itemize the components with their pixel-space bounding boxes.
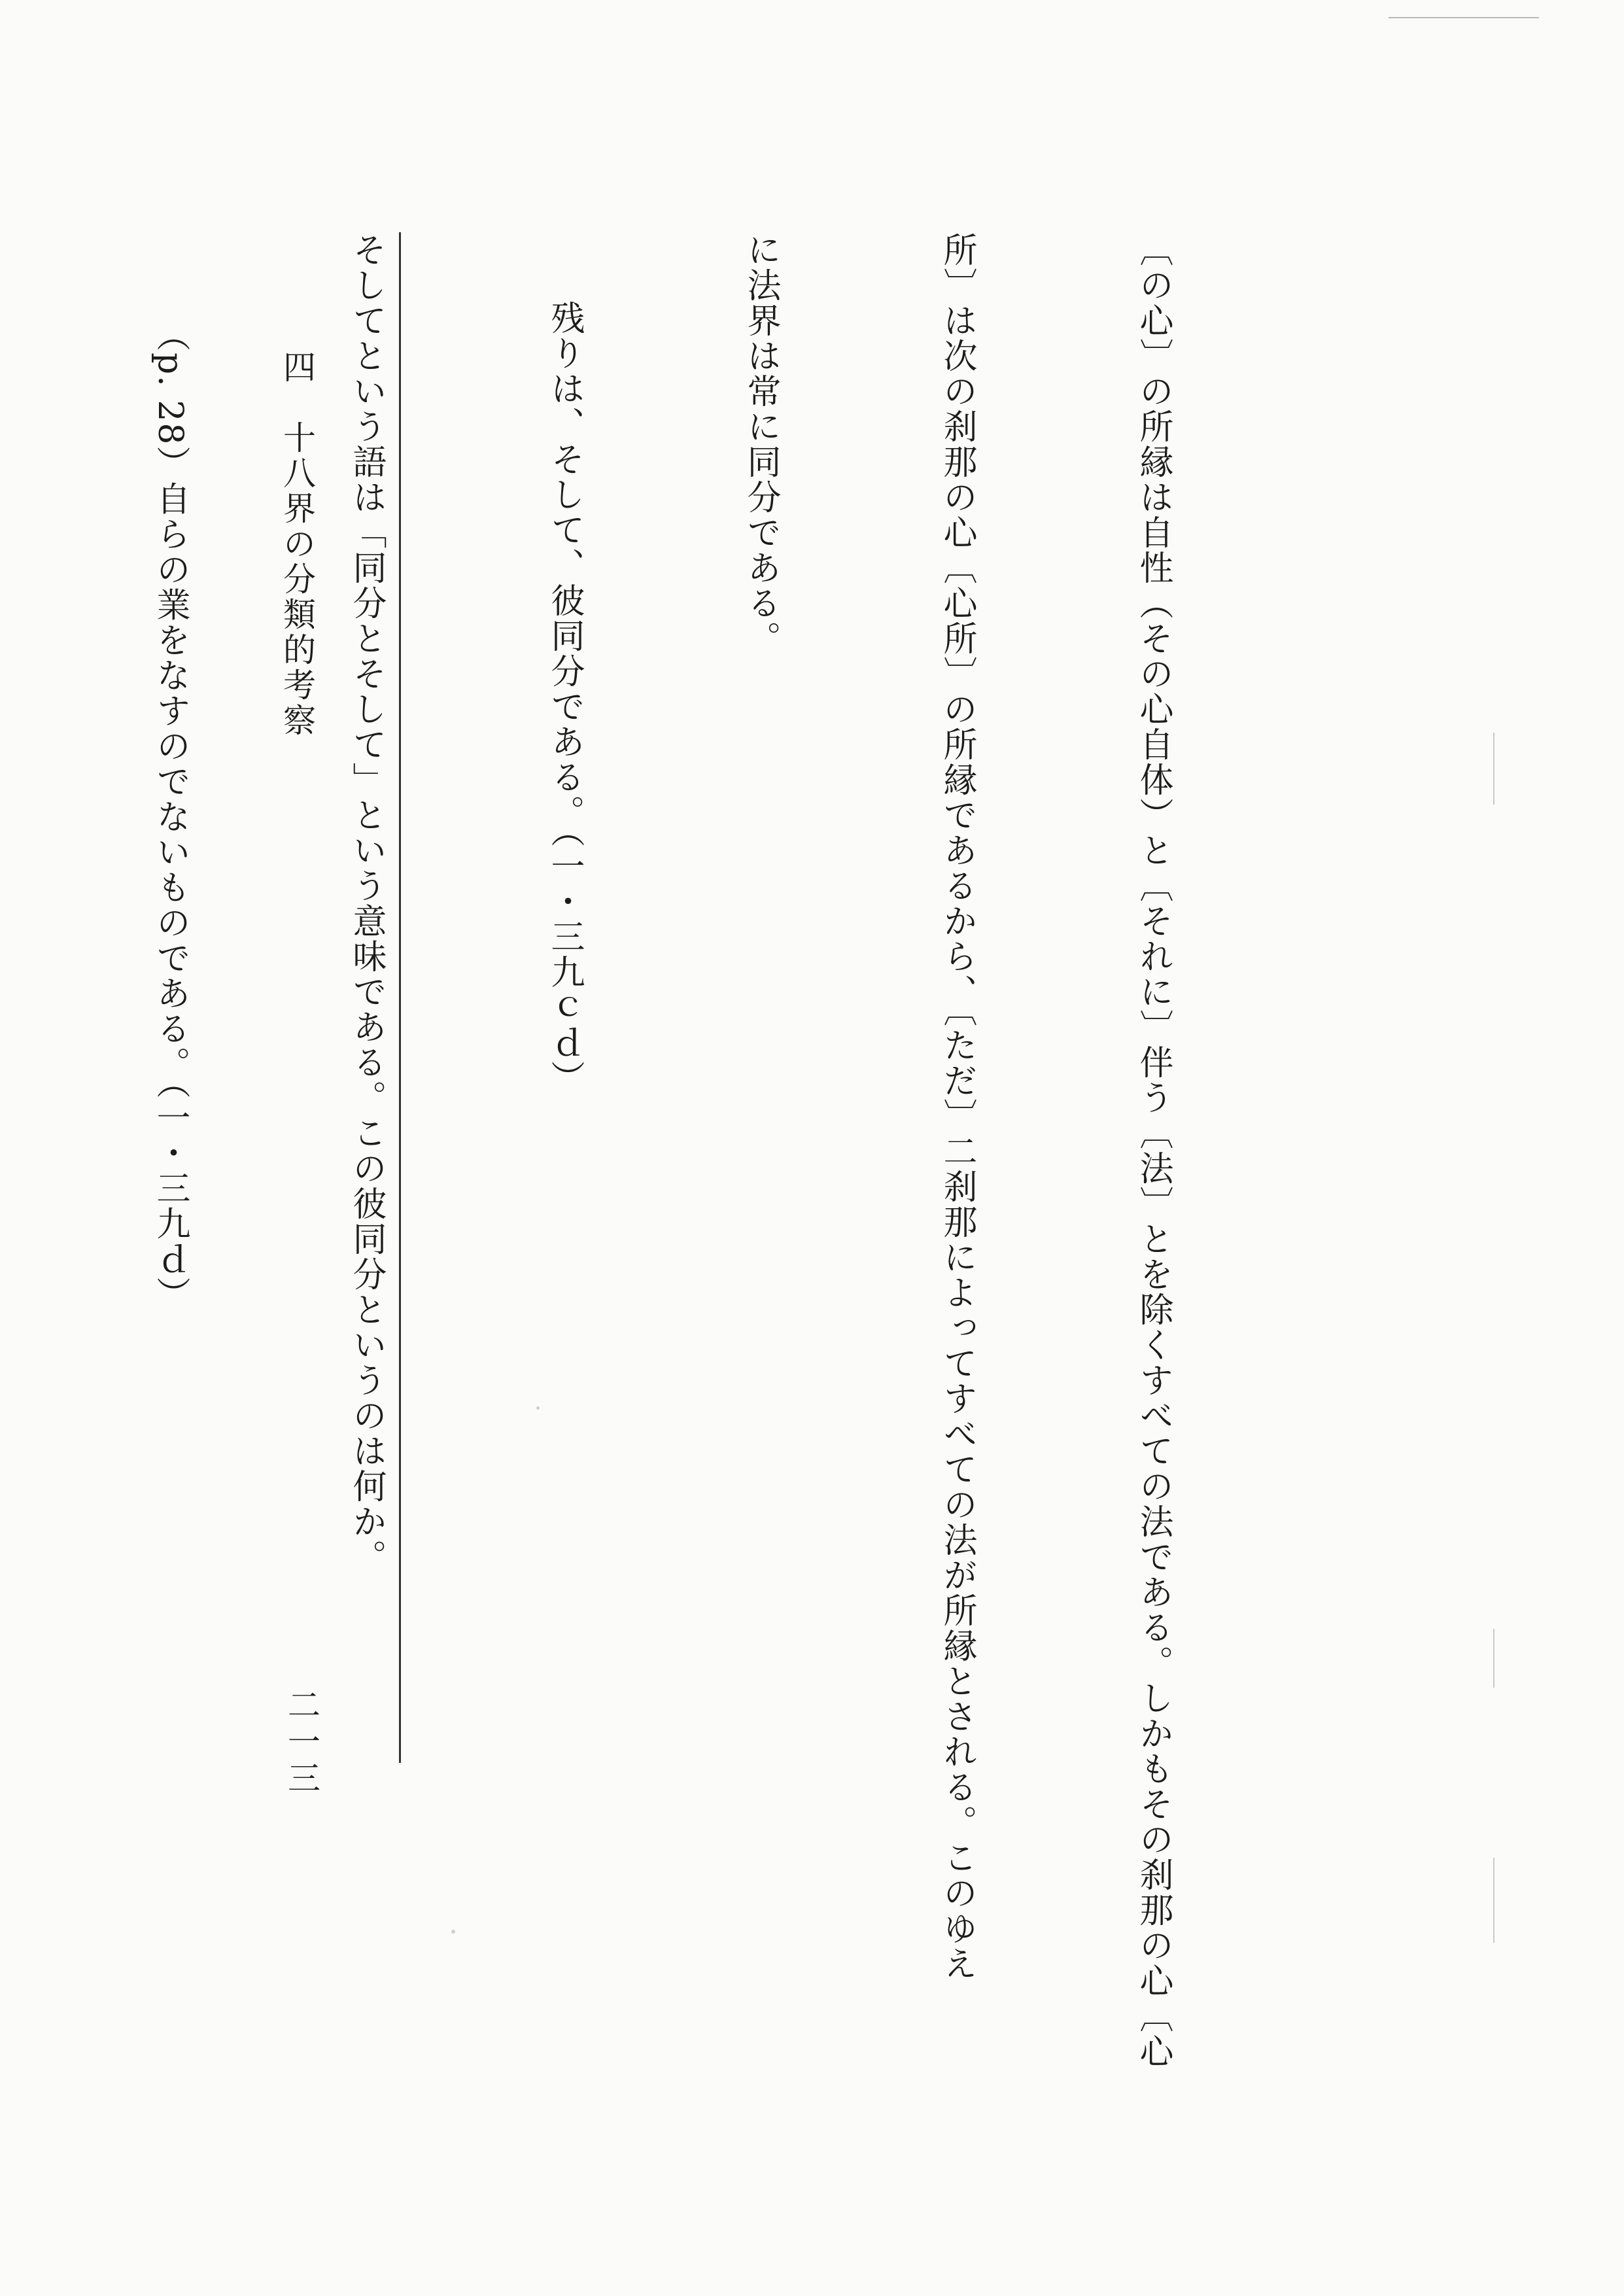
text-line: 所〕は次の刹那の心〔心所〕の所縁であるから、〔ただ〕二刹那によってすべての法が所縁とされる。このゆえ xyxy=(937,232,976,1981)
page-number: 二一三 xyxy=(283,1688,320,1798)
scan-speck xyxy=(451,1930,455,1934)
margin-mark xyxy=(1493,1629,1494,1688)
body-text xyxy=(0,232,1317,2069)
verse-line: （p. 28）自らの業をなすのでないものである。（一・三九ｄ） xyxy=(150,317,190,1312)
text-line: に法界は常に同分である。 xyxy=(741,232,780,656)
margin-mark xyxy=(1493,733,1494,805)
text-line: そしてという語は「同分とそして」という意味である。この彼同分というのは何か。 xyxy=(334,232,401,1763)
chapter-heading: 四 十八界の分類的考察 xyxy=(278,350,316,739)
scan-edge-line xyxy=(1389,17,1539,18)
text-line xyxy=(0,232,7,1763)
text-line: 〔の心〕の所縁は自性（その心自体）と〔それに〕伴う〔法〕とを除くすべての法である。しかもその刹那の心〔心 xyxy=(1133,232,1173,2069)
margin-mark xyxy=(1493,1858,1494,1943)
verse-line: 残りは、そして、彼同分である。（一・三九ｃｄ） xyxy=(545,300,584,1096)
